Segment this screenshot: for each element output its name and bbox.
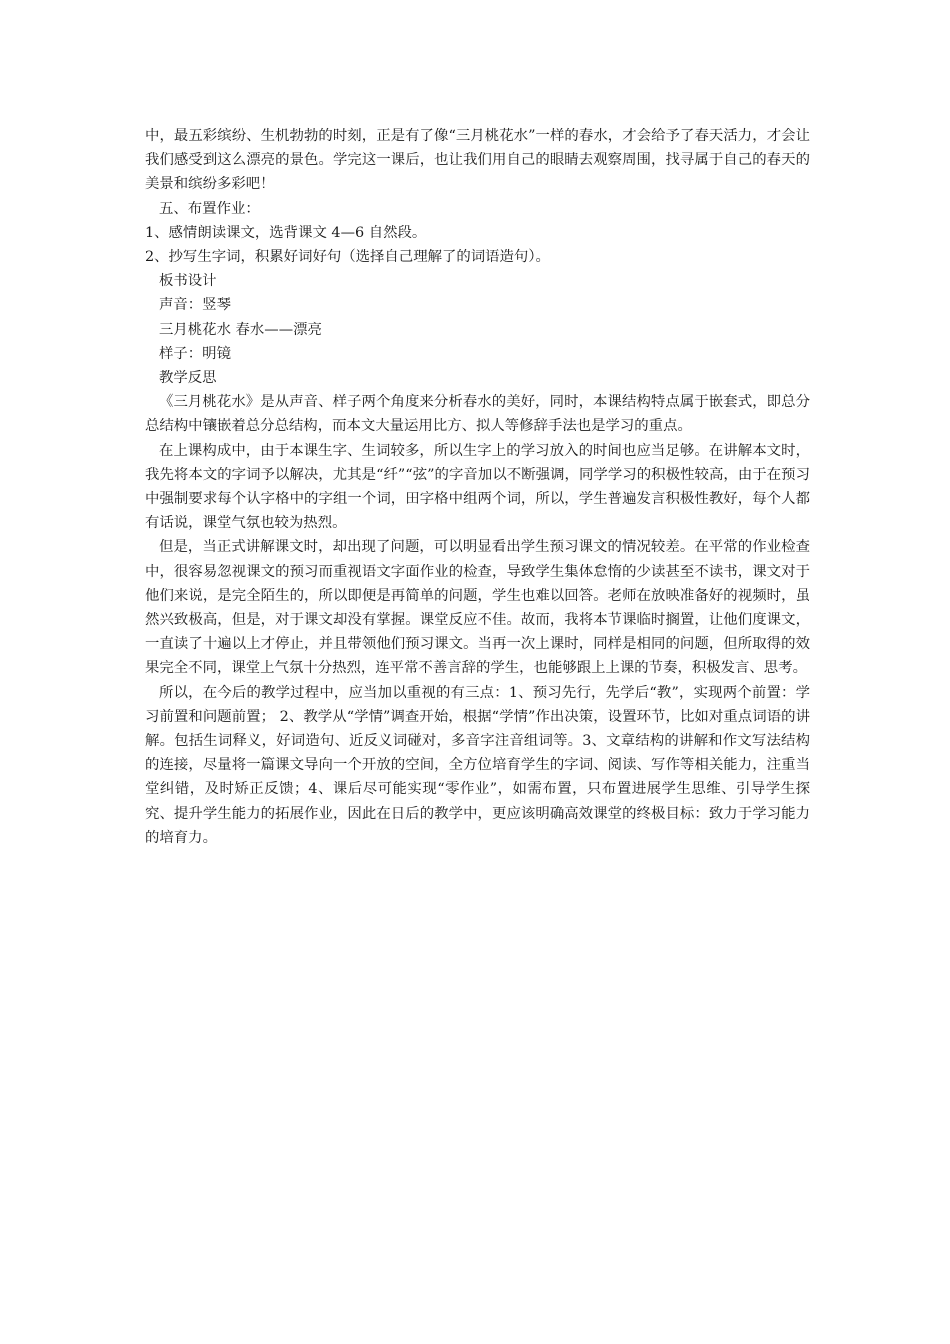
board-design-line-3: 样子：明镜 xyxy=(159,345,231,362)
reflection-heading: 教学反思 xyxy=(159,370,217,387)
homework-heading: 五、布置作业： xyxy=(159,200,260,217)
homework-item-2: 2、抄写生字词，积累好词好句（选择自己理解了的词语造句）。 xyxy=(145,249,550,266)
reflection-paragraph-3: 但是，当正式讲解课文时，却出现了问题，可以明显看出学生预习课文的情况较差。在平常的作业检查中，很容易忽视课文的预习而重视语文字面作业的检查，导致学生集体怠惰的少读甚至不读书，课文对于他们来说，是完全陌生的，所以即便是再简单的问题，学生也难以回答。老师在放映准备好的视频时，虽然兴致极高，但是，对于课文却没有掌握。课堂反应不佳。故而，我将本节课临时搁置，让他们度课文，一直读了十遍以上才停止，并且带领他们预习课文。当再一次上课时，同样是相同的问题，但所取得的效果完全不同，课堂上气氛十分热烈，连平常不善言辞的学生，也能够跟上上课的节奏，积极发言、思考。 xyxy=(145,539,810,677)
paragraph-intro-end: 中，最五彩缤纷、生机勃勃的时刻，正是有了像“三月桃花水”一样的春水，才会给予了春天活力，才会让我们感受到这么漂亮的景色。学完这一课后，也让我们用自己的眼睛去观察周围，找寻属于自己的春天的美景和缤纷多彩吧！ xyxy=(145,128,810,193)
board-design-line-1: 声音：竖琴 xyxy=(159,297,231,314)
board-design-line-2: 三月桃花水 春水——漂亮 xyxy=(159,321,322,338)
reflection-paragraph-1: 《三月桃花水》是从声音、样子两个角度来分析春水的美好，同时，本课结构特点属于嵌套式，即总分总结构中镶嵌着总分总结构，而本文大量运用比方、拟人等修辞手法也是学习的重点。 xyxy=(145,394,810,435)
reflection-paragraph-4: 所以，在今后的教学过程中，应当加以重视的有三点：1、预习先行，先学后“教”，实现两个前置：学习前置和问题前置； 2、教学从“学情”调查开始，根据“学情”作出决策，设置环节，比如对重点词语的讲解。包括生词释义，好词造句、近反义词碰对，多音字注音组词等。3、文章结构的讲解和作文写法结构的连接，尽量将一篇课文导向一个开放的空间，全方位培育学生的字词、阅读、写作等相关能力，注重当堂纠错，及时矫正反馈；4、课后尽可能实现“零作业”，如需布置，只布置进展学生思维、引导学生探究、提升学生能力的拓展作业，因此在日后的教学中，更应该明确高效课堂的终极目标：致力于学习能力的培育力。 xyxy=(145,684,810,846)
document-page xyxy=(145,124,810,850)
board-design-heading: 板书设计 xyxy=(159,273,217,290)
homework-item-1: 1、感情朗读课文，选背课文 4—6 自然段。 xyxy=(145,224,427,241)
reflection-paragraph-2: 在上课构成中，由于本课生字、生词较多，所以生字上的学习放入的时间也应当足够。在讲解本文时，我先将本文的字词予以解决，尤其是“纤”“弦”的字音加以不断强调，同学学习的积极性较高，由于在预习中强制要求每个认字格中的字组一个词，田字格中组两个词，所以，学生普遍发言积极性教好，每个人都有话说，课堂气氛也较为热烈。 xyxy=(145,442,810,532)
